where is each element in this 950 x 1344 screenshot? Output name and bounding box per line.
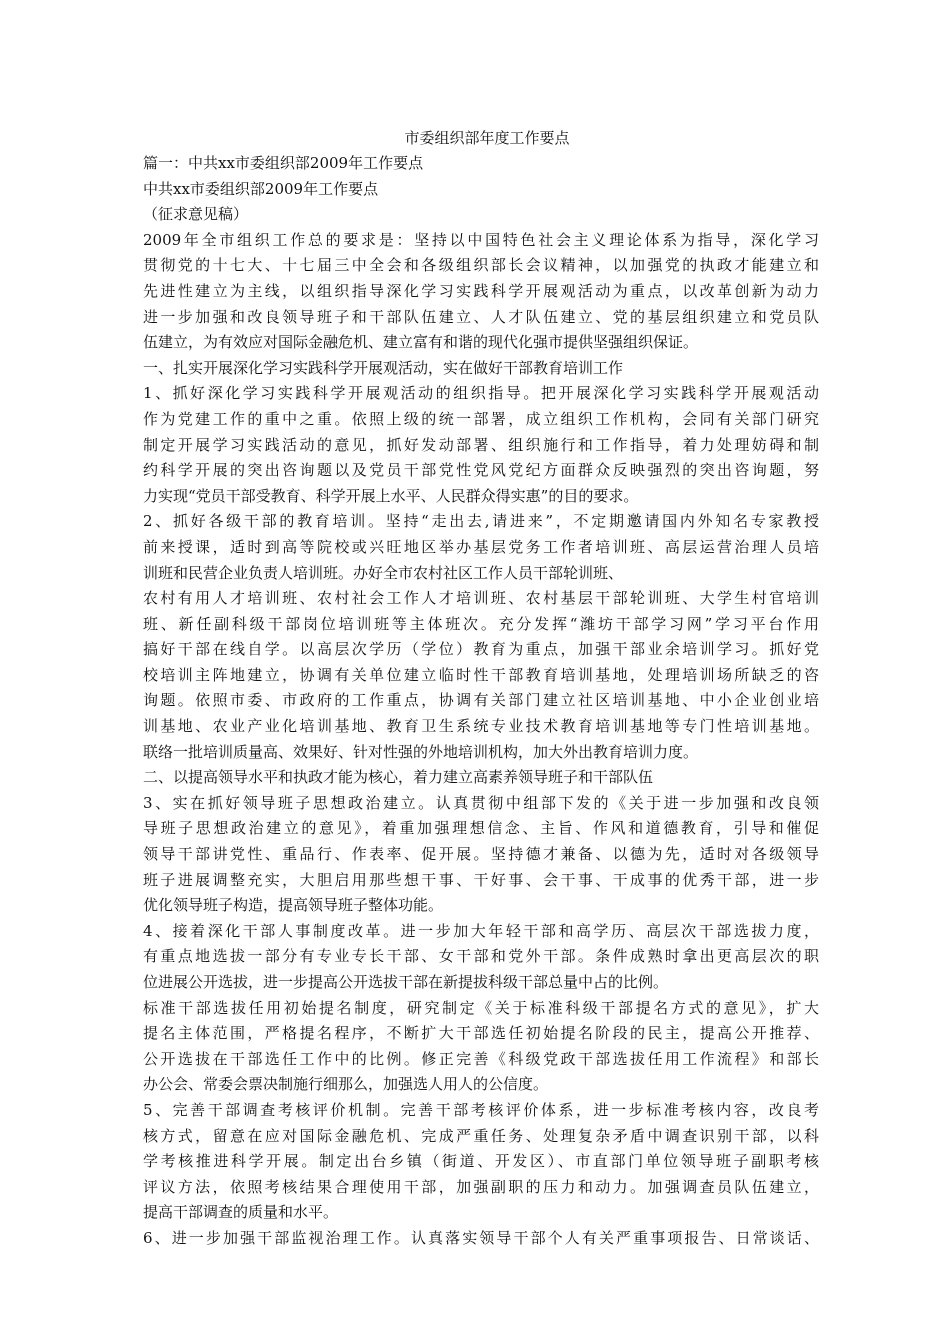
text-line: 核方式，留意在应对国际金融危机、完成严重任务、处理复杂矛盾中调查识别干部，以科 [143, 1126, 819, 1145]
text-line: 搞好干部在线自学。以高层次学历（学位）教育为重点，加强干部业余培训学习。抓好党 [143, 640, 819, 659]
text-line: 有重点地选拔一部分有专业专长干部、女干部和党外干部。条件成熟时拿出更高层次的职 [143, 947, 819, 966]
text-line: 一、扎实开展深化学习实践科学开展观活动，实在做好干部教育培训工作 [143, 358, 624, 377]
text-line: 前来授课，适时到高等院校或兴旺地区举办基层党务工作者培训班、高层运营治理人员培 [143, 537, 819, 556]
text-line: 班、新任副科级干部岗位培训班等主体班次。充分发挥“潍坊干部学习网”学习平台作用 [143, 614, 819, 633]
text-line: 二、以提高领导水平和执政才能为核心，着力建立高素养领导班子和干部队伍 [143, 768, 654, 787]
text-line: 5、完善干部调查考核评价机制。完善干部考核评价体系，进一步标准考核内容，改良考 [143, 1100, 819, 1119]
text-line: 约科学开展的突出咨询题以及党员干部党性党风党纪方面群众反映强烈的突出咨询题，努 [143, 461, 819, 480]
document-page [143, 126, 819, 1252]
text-line: 训基地、农业产业化培训基地、教育卫生系统专业技术教育培训基地等专门性培训基地。 [143, 717, 819, 736]
text-line: 伍建立，为有效应对国际金融危机、建立富有和谐的现代化强市提供坚强组织保证。 [143, 333, 699, 352]
text-line: 2009年全市组织工作总的要求是：坚持以中国特色社会主义理论体系为指导，深化学习 [143, 230, 819, 249]
text-line: 制定开展学习实践活动的意见，抓好发动部署、组织施行和工作指导，着力处理妨碍和制 [143, 435, 819, 454]
text-line: 班子进展调整充实，大胆启用那些想干事、干好事、会干事、干成事的优秀干部，进一步 [143, 870, 819, 889]
text-line: 2、抓好各级干部的教育培训。坚持“走出去,请进来”，不定期邀请国内外知名专家教授 [143, 512, 819, 531]
text-line: 联络一批培训质量高、效果好、针对性强的外地培训机构，加大外出教育培训力度。 [143, 742, 699, 761]
document-title: 市委组织部年度工作要点 [404, 129, 570, 147]
text-line: 询题。依照市委、市政府的工作重点，协调有关部门建立社区培训基地、中小企业创业培 [143, 691, 819, 710]
text-line: 中共xx市委组织部2009年工作要点 [143, 179, 379, 198]
text-line: 评议方法，依照考核结果合理使用干部，加强副职的压力和动力。加强调查员队伍建立， [143, 1177, 819, 1196]
text-line: 领导干部讲党性、重品行、作表率、促开展。坚持德才兼备、以德为先，适时对各级领导 [143, 845, 819, 864]
text-line: 1、抓好深化学习实践科学开展观活动的组织指导。把开展深化学习实践科学开展观活动 [143, 384, 819, 403]
text-line: （征求意见稿） [143, 205, 249, 224]
text-line: 先进性建立为主线，以组织指导深化学习实践科学开展观活动为重点，以改革创新为动力 [143, 281, 819, 300]
text-line: 4、接着深化干部人事制度改革。进一步加大年轻干部和高学历、高层次干部选拔力度， [143, 921, 819, 940]
text-line: 篇一：中共xx市委组织部2009年工作要点 [143, 154, 424, 172]
text-line: 提名主体范围，严格提名程序，不断扩大干部选任初始提名阶段的民主，提高公开推荐、 [143, 1024, 819, 1043]
text-line: 优化领导班子构造，提高领导班子整体功能。 [143, 896, 444, 915]
text-line: 力实现“党员干部受教育、科学开展上水平、人民群众得实惠”的目的要求。 [143, 486, 639, 505]
text-line: 校培训主阵地建立，协调有关单位建立临时性干部教育培训基地，处理培训场所缺乏的咨 [143, 665, 819, 684]
text-line: 农村有用人才培训班、农村社会工作人才培训班、农村基层干部轮训班、大学生村官培训 [143, 589, 819, 608]
text-line: 6、进一步加强干部监视治理工作。认真落实领导干部个人有关严重事项报告、日常谈话、 [143, 1228, 819, 1247]
text-line: 标准干部选拔任用初始提名制度，研究制定《关于标准科级干部提名方式的意见》，扩大 [143, 998, 819, 1017]
text-line: 位进展公开选拔，进一步提高公开选拔干部在新提拔科级干部总量中占的比例。 [143, 973, 669, 991]
text-line: 3、实在抓好领导班子思想政治建立。认真贯彻中组部下发的《关于进一步加强和改良领 [143, 793, 819, 812]
text-line: 贯彻党的十七大、十七届三中全会和各级组织部长会议精神，以加强党的执政才能建立和 [143, 256, 819, 275]
text-line: 办公会、常委会票决制施行细那么，加强选人用人的公信度。 [143, 1075, 549, 1094]
text-line: 进一步加强和改良领导班子和干部队伍建立、人才队伍建立、党的基层组织建立和党员队 [143, 307, 819, 326]
text-line: 训班和民营企业负责人培训班。办好全市农村社区工作人员干部轮训班、 [143, 563, 624, 582]
text-line: 提高干部调查的质量和水平。 [143, 1203, 339, 1222]
document-body [143, 151, 819, 1252]
text-line: 公开选拔在干部选任工作中的比例。修正完善《科级党政干部选拔任用工作流程》和部长 [143, 1049, 819, 1068]
text-line: 作为党建工作的重中之重。依照上级的统一部署，成立组织工作机构，会同有关部门研究 [143, 409, 819, 428]
text-line: 导班子思想政治建立的意见》，着重加强理想信念、主旨、作风和道德教育，引导和催促 [143, 819, 819, 838]
text-line: 学考核推进科学开展。制定出台乡镇（街道、开发区）、市直部门单位领导班子副职考核 [143, 1152, 819, 1171]
